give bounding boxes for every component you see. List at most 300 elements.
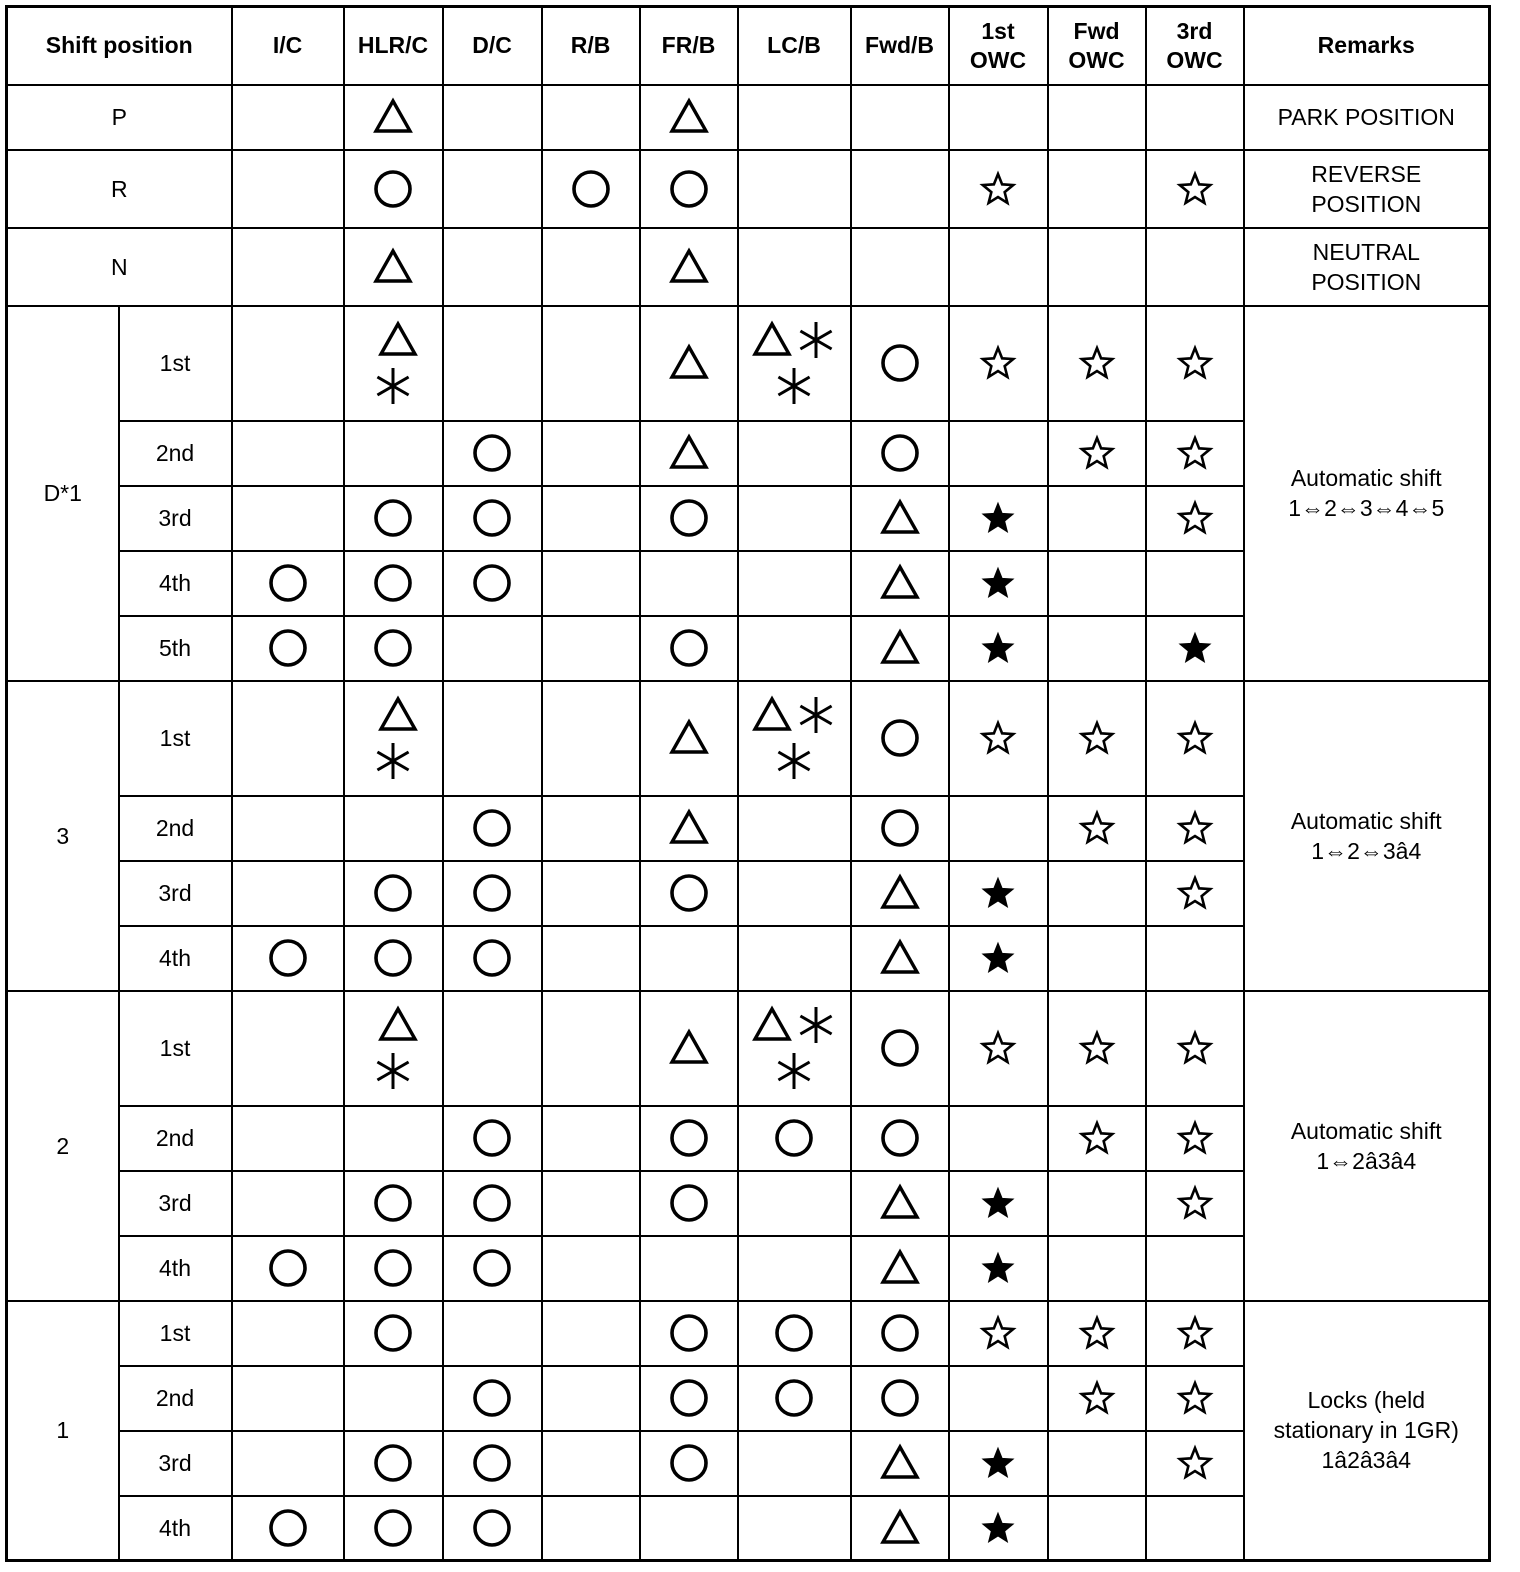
table-cell [738, 486, 851, 551]
table-cell [542, 306, 640, 421]
circle-icon [668, 627, 710, 669]
table-cell [949, 1106, 1048, 1171]
table-cell [542, 616, 640, 681]
header-shift-position: Shift position [7, 7, 232, 85]
outline-star-icon [1174, 168, 1216, 210]
triangle-icon [668, 96, 710, 138]
table-row [7, 150, 1490, 228]
gear-label-second: 2nd [119, 796, 232, 861]
table-cell [851, 1301, 949, 1366]
table-cell [1146, 681, 1244, 796]
table-cell [232, 228, 344, 306]
shift-position-label: D*1 [7, 306, 119, 681]
table-cell [344, 616, 443, 681]
header-fwdb: Fwd/B [851, 7, 949, 85]
table-cell [640, 551, 738, 616]
table-cell [232, 551, 344, 616]
table-cell [738, 991, 851, 1106]
table-cell [851, 1236, 949, 1301]
circle-icon [372, 1507, 414, 1549]
table-cell [1048, 1236, 1146, 1301]
table-cell [542, 796, 640, 861]
table-cell [640, 861, 738, 926]
circle-icon [372, 562, 414, 604]
triangle-icon [377, 319, 419, 361]
gear-label-third: 3rd [119, 1171, 232, 1236]
circle-icon [773, 1117, 815, 1159]
table-cell [1048, 796, 1146, 861]
table-cell [344, 228, 443, 306]
table-cell [232, 1106, 344, 1171]
table-cell [443, 796, 542, 861]
circle-icon [372, 1312, 414, 1354]
table-cell [232, 796, 344, 861]
table-cell [443, 150, 542, 228]
outline-star-icon [1076, 1027, 1118, 1069]
header-remarks: Remarks [1244, 7, 1490, 85]
circle-icon [879, 807, 921, 849]
table-cell [542, 85, 640, 150]
operation-table [5, 5, 1491, 1562]
table-cell [738, 421, 851, 486]
gear-label-fourth: 4th [119, 1496, 232, 1561]
asterisk-icon [795, 694, 837, 736]
header-ic: I/C [232, 7, 344, 85]
table-cell [232, 1366, 344, 1431]
table-cell [542, 1106, 640, 1171]
filled-star-icon [977, 497, 1019, 539]
table-cell [1146, 991, 1244, 1106]
table-cell [640, 1171, 738, 1236]
filled-star-icon [1174, 627, 1216, 669]
header-rb: R/B [542, 7, 640, 85]
table-cell [443, 1301, 542, 1366]
table-cell [640, 85, 738, 150]
triangle-icon [668, 342, 710, 384]
asterisk-icon [795, 319, 837, 361]
table-cell [344, 85, 443, 150]
table-cell [443, 228, 542, 306]
gear-label-first: 1st [119, 991, 232, 1106]
filled-star-icon [977, 872, 1019, 914]
table-cell [640, 1236, 738, 1301]
table-cell [1048, 150, 1146, 228]
table-cell [851, 1366, 949, 1431]
outline-star-icon [1174, 1182, 1216, 1224]
circle-icon [471, 1377, 513, 1419]
table-cell [640, 486, 738, 551]
outline-star-icon [1174, 342, 1216, 384]
table-cell [851, 421, 949, 486]
table-cell [738, 861, 851, 926]
table-cell [1048, 1496, 1146, 1561]
filled-star-icon [977, 1182, 1019, 1224]
table-cell [640, 228, 738, 306]
filled-star-icon [977, 627, 1019, 669]
table-cell [443, 486, 542, 551]
circle-icon [879, 432, 921, 474]
table-cell [1146, 85, 1244, 150]
table-cell [738, 1496, 851, 1561]
table-cell [344, 991, 443, 1106]
circle-icon [879, 1312, 921, 1354]
table-cell [232, 616, 344, 681]
table-cell [1048, 1431, 1146, 1496]
triangle-icon [879, 497, 921, 539]
circle-icon [471, 872, 513, 914]
remark-cell: Locks (held stationary in 1GR) 1â2â3â4 [1244, 1301, 1490, 1561]
table-body [7, 85, 1490, 1561]
table-cell [738, 1171, 851, 1236]
circle-icon [372, 1442, 414, 1484]
table-cell [949, 926, 1048, 991]
outline-star-icon [1174, 1027, 1216, 1069]
table-cell [443, 1236, 542, 1301]
outline-star-icon [977, 168, 1019, 210]
circle-icon [471, 497, 513, 539]
table-cell [232, 150, 344, 228]
asterisk-icon [773, 1050, 815, 1092]
outline-star-icon [1174, 1312, 1216, 1354]
circle-icon [471, 432, 513, 474]
outline-star-icon [1076, 432, 1118, 474]
table-cell [232, 1301, 344, 1366]
table-cell [232, 681, 344, 796]
circle-icon [372, 1182, 414, 1224]
outline-star-icon [1174, 872, 1216, 914]
table-cell [1146, 551, 1244, 616]
header-1st-owc: 1st OWC [949, 7, 1048, 85]
remark-cell: Automatic shift 1⇔2â3â4 [1244, 991, 1490, 1301]
table-cell [344, 486, 443, 551]
table-cell [738, 1301, 851, 1366]
table-cell [542, 421, 640, 486]
circle-icon [570, 168, 612, 210]
header-row [7, 7, 1490, 85]
table-cell [1146, 926, 1244, 991]
outline-star-icon [1076, 1312, 1118, 1354]
table-row [7, 1301, 1490, 1366]
table-cell [344, 306, 443, 421]
table-cell [232, 991, 344, 1106]
table-cell [542, 1431, 640, 1496]
gear-label-fourth: 4th [119, 551, 232, 616]
outline-star-icon [1174, 717, 1216, 759]
table-cell [851, 796, 949, 861]
outline-star-icon [977, 342, 1019, 384]
table-cell [640, 1366, 738, 1431]
circle-icon [372, 1247, 414, 1289]
header-fwd-owc: Fwd OWC [1048, 7, 1146, 85]
triangle-icon [879, 1442, 921, 1484]
triangle-icon [668, 432, 710, 474]
shift-position-label: R [7, 150, 232, 228]
table-cell [344, 551, 443, 616]
table-cell [851, 1106, 949, 1171]
table-cell [542, 1496, 640, 1561]
table-cell [851, 616, 949, 681]
table-cell [640, 1496, 738, 1561]
table-cell [949, 1431, 1048, 1496]
table-cell [542, 551, 640, 616]
circle-icon [471, 1247, 513, 1289]
table-cell [542, 926, 640, 991]
table-cell [1146, 1236, 1244, 1301]
table-cell [344, 1301, 443, 1366]
triangle-icon [879, 562, 921, 604]
header-hlrc: HLR/C [344, 7, 443, 85]
gear-label-second: 2nd [119, 1106, 232, 1171]
table-cell [344, 1236, 443, 1301]
table-cell [640, 681, 738, 796]
circle-icon [668, 1442, 710, 1484]
table-cell [542, 1171, 640, 1236]
table-cell [1048, 861, 1146, 926]
triangle-icon [372, 246, 414, 288]
table-cell [1048, 681, 1146, 796]
table-cell [949, 861, 1048, 926]
table-cell [1048, 1301, 1146, 1366]
circle-icon [668, 1312, 710, 1354]
triangle-icon [668, 717, 710, 759]
table-cell [443, 926, 542, 991]
table-cell [738, 551, 851, 616]
table-cell [232, 861, 344, 926]
table-cell [542, 861, 640, 926]
table-cell [640, 1106, 738, 1171]
table-cell [851, 486, 949, 551]
table-cell [443, 421, 542, 486]
table-cell [344, 796, 443, 861]
gear-label-second: 2nd [119, 1366, 232, 1431]
shift-position-label: N [7, 228, 232, 306]
table-cell [1146, 228, 1244, 306]
table-cell [640, 306, 738, 421]
shift-position-label: P [7, 85, 232, 150]
circle-icon [879, 1027, 921, 1069]
table-cell [738, 228, 851, 306]
table-cell [344, 926, 443, 991]
remark-cell: REVERSE POSITION [1244, 150, 1490, 228]
table-cell [738, 1431, 851, 1496]
table-cell [738, 1106, 851, 1171]
table-cell [344, 1496, 443, 1561]
outline-star-icon [1174, 1377, 1216, 1419]
table-cell [443, 616, 542, 681]
gear-label-second: 2nd [119, 421, 232, 486]
table-cell [344, 1106, 443, 1171]
table-cell [949, 1301, 1048, 1366]
table-cell [738, 796, 851, 861]
table-cell [1048, 85, 1146, 150]
table-cell [344, 1171, 443, 1236]
remark-cell: Automatic shift 1⇔2⇔3⇔4⇔5 [1244, 306, 1490, 681]
circle-icon [372, 627, 414, 669]
table-cell [1146, 796, 1244, 861]
asterisk-icon [773, 740, 815, 782]
triangle-icon [668, 1027, 710, 1069]
circle-icon [668, 497, 710, 539]
table-cell [1146, 1301, 1244, 1366]
table-cell [949, 1236, 1048, 1301]
table-cell [851, 681, 949, 796]
circle-icon [668, 1117, 710, 1159]
table-cell [443, 85, 542, 150]
table-cell [443, 551, 542, 616]
outline-star-icon [1174, 807, 1216, 849]
asterisk-icon [372, 740, 414, 782]
filled-star-icon [977, 562, 1019, 604]
table-cell [738, 926, 851, 991]
table-row [7, 681, 1490, 796]
circle-icon [668, 1182, 710, 1224]
table-cell [344, 681, 443, 796]
table-cell [1146, 421, 1244, 486]
table-cell [443, 1171, 542, 1236]
circle-icon [471, 1507, 513, 1549]
table-cell [851, 991, 949, 1106]
circle-icon [267, 1507, 309, 1549]
outline-star-icon [1076, 717, 1118, 759]
circle-icon [372, 168, 414, 210]
table-cell [640, 926, 738, 991]
table-cell [640, 1431, 738, 1496]
table-cell [344, 1366, 443, 1431]
circle-icon [267, 627, 309, 669]
table-cell [344, 150, 443, 228]
circle-icon [668, 1377, 710, 1419]
shift-position-label: 3 [7, 681, 119, 991]
table-cell [949, 1496, 1048, 1561]
table-cell [232, 1171, 344, 1236]
outline-star-icon [977, 1312, 1019, 1354]
outline-star-icon [977, 1027, 1019, 1069]
table-cell [1048, 616, 1146, 681]
table-cell [232, 486, 344, 551]
table-cell [443, 991, 542, 1106]
circle-icon [773, 1312, 815, 1354]
outline-star-icon [1076, 1377, 1118, 1419]
circle-icon [471, 1117, 513, 1159]
gear-label-first: 1st [119, 306, 232, 421]
table-cell [738, 616, 851, 681]
table-cell [949, 486, 1048, 551]
outline-star-icon [1174, 1442, 1216, 1484]
table-cell [542, 991, 640, 1106]
circle-icon [773, 1377, 815, 1419]
shift-position-label: 1 [7, 1301, 119, 1561]
table-cell [542, 228, 640, 306]
filled-star-icon [977, 1507, 1019, 1549]
table-cell [1146, 306, 1244, 421]
circle-icon [668, 168, 710, 210]
table-cell [1146, 1106, 1244, 1171]
table-cell [1146, 1171, 1244, 1236]
table-cell [949, 85, 1048, 150]
outline-star-icon [1174, 1117, 1216, 1159]
triangle-icon [879, 627, 921, 669]
table-cell [738, 681, 851, 796]
table-row [7, 85, 1490, 150]
table-cell [949, 681, 1048, 796]
triangle-icon [879, 1182, 921, 1224]
table-cell [640, 991, 738, 1106]
table-cell [949, 551, 1048, 616]
gear-label-fourth: 4th [119, 926, 232, 991]
table-cell [851, 1171, 949, 1236]
table-cell [1048, 926, 1146, 991]
table-cell [232, 306, 344, 421]
table-cell [851, 150, 949, 228]
table-cell [949, 306, 1048, 421]
circle-icon [471, 562, 513, 604]
circle-icon [668, 872, 710, 914]
table-cell [1146, 150, 1244, 228]
table-cell [949, 1366, 1048, 1431]
circle-icon [267, 937, 309, 979]
circle-icon [471, 937, 513, 979]
outline-star-icon [1174, 497, 1216, 539]
table-cell [443, 306, 542, 421]
gear-label-third: 3rd [119, 861, 232, 926]
table-cell [949, 796, 1048, 861]
table-cell [851, 1496, 949, 1561]
table-cell [344, 1431, 443, 1496]
table-cell [640, 796, 738, 861]
triangle-icon [372, 96, 414, 138]
header-lcb: LC/B [738, 7, 851, 85]
table-cell [443, 681, 542, 796]
table-cell [232, 421, 344, 486]
table-cell [1146, 1496, 1244, 1561]
circle-icon [372, 937, 414, 979]
header-dc: D/C [443, 7, 542, 85]
remark-cell: PARK POSITION [1244, 85, 1490, 150]
table-cell [738, 1236, 851, 1301]
circle-icon [879, 1377, 921, 1419]
outline-star-icon [977, 717, 1019, 759]
table-cell [640, 150, 738, 228]
table-cell [232, 1496, 344, 1561]
header-3rd-owc: 3rd OWC [1146, 7, 1244, 85]
table-cell [851, 1431, 949, 1496]
table-cell [949, 421, 1048, 486]
filled-star-icon [977, 937, 1019, 979]
circle-icon [471, 1182, 513, 1224]
table-cell [443, 1431, 542, 1496]
circle-icon [879, 1117, 921, 1159]
remark-cell: Automatic shift 1⇔2⇔3â4 [1244, 681, 1490, 991]
table-cell [738, 306, 851, 421]
circle-icon [267, 562, 309, 604]
table-cell [542, 1301, 640, 1366]
triangle-icon [751, 319, 793, 361]
table-cell [443, 1366, 542, 1431]
table-cell [738, 85, 851, 150]
table-cell [640, 1301, 738, 1366]
circle-icon [372, 872, 414, 914]
table-cell [949, 616, 1048, 681]
table-cell [1048, 991, 1146, 1106]
filled-star-icon [977, 1247, 1019, 1289]
circle-icon [372, 497, 414, 539]
triangle-icon [879, 1507, 921, 1549]
table-cell [542, 1366, 640, 1431]
table-cell [851, 228, 949, 306]
table-cell [851, 926, 949, 991]
outline-star-icon [1174, 432, 1216, 474]
table-cell [640, 421, 738, 486]
